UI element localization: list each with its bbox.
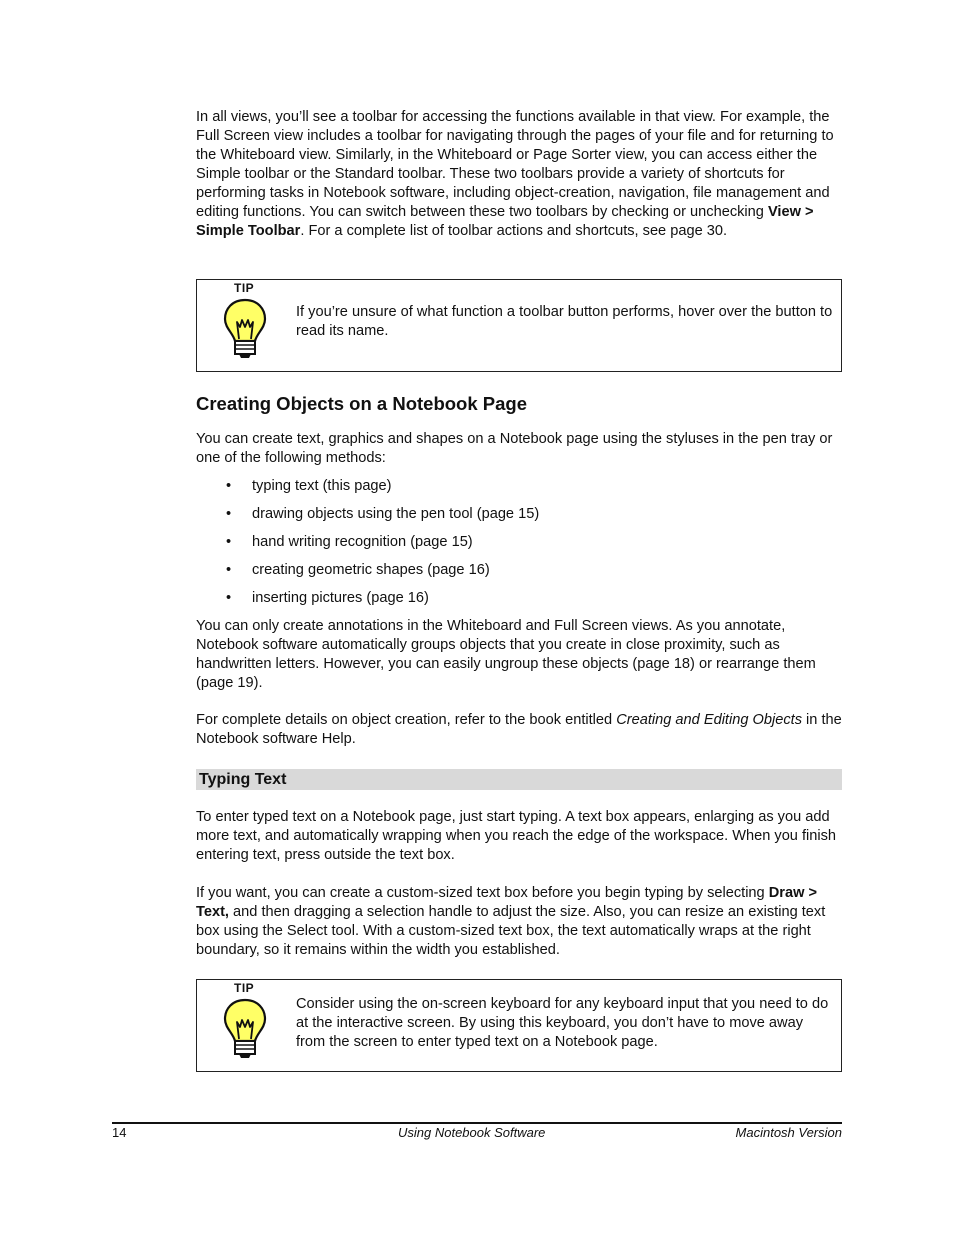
methods-list [226, 477, 539, 617]
tip-label: TIP [234, 981, 255, 995]
list-item: • typing text (this page) [226, 477, 539, 505]
menu-path-view-simple-toolbar: View > Simple Toolbar [196, 204, 814, 239]
lightbulb-icon [223, 998, 267, 1060]
tip-box-1 [196, 279, 842, 372]
lightbulb-icon [223, 298, 267, 360]
annotations-paragraph: You can only create annotations in the Whiteboard and Full Screen views. As you annotate, Notebook software automatically groups objects that you create in close proximity, such as handwritten letters. However, you can easily ungroup these objects (page 18) or rearrange them (page 19). [196, 618, 816, 691]
tip-label: TIP [234, 281, 255, 295]
typing-paragraph-2: If you want, you can create a custom-sized text box before you begin typing by selecting Draw > Text, and then dragging a selection handle to adjust the size. Also, you can resize an existing text box using the Select tool. With a custom-sized text box, the text automatically wraps at the right boundary, so it remains within the width you established. [196, 885, 826, 958]
typing-paragraph-1: To enter typed text on a Notebook page, just start typing. A text box appears, enlarging as you add more text, and automatically wrapping when you reach the edge of the workspace. When you finish entering text, press outside the text box. [196, 809, 837, 863]
page-number: 14 [112, 1125, 127, 1140]
tip-text: Consider using the on-screen keyboard for any keyboard input that you need to do at the interactive screen. By using this keyboard, you don’t have to move away from the screen to enter typed text on a Notebook page. [296, 996, 829, 1050]
list-item: • drawing objects using the pen tool (page 15) [226, 505, 539, 533]
subsection-heading-bar [196, 769, 842, 790]
list-item: • creating geometric shapes (page 16) [226, 561, 539, 589]
section-heading: Creating Objects on a Notebook Page [196, 393, 528, 414]
details-paragraph: For complete details on object creation, refer to the book entitled Creating and Editing Objects in the Notebook software Help. [196, 712, 842, 747]
list-item: • inserting pictures (page 16) [226, 589, 539, 617]
tip-text: If you’re unsure of what function a toolbar button performs, hover over the button to read its name. [296, 304, 833, 339]
menu-path-draw-text: Draw > Text, [196, 885, 817, 920]
book-title: Creating and Editing Objects [616, 712, 802, 728]
footer-version: Macintosh Version [735, 1125, 842, 1140]
footer-title: Using Notebook Software [398, 1125, 546, 1140]
footer-rule [112, 1122, 842, 1124]
tip-box-2 [196, 979, 842, 1072]
section-intro-paragraph: You can create text, graphics and shapes on a Notebook page using the styluses in the pen tray or one of the following methods: [196, 431, 833, 466]
subsection-heading: Typing Text [199, 771, 287, 788]
intro-paragraph: In all views, you’ll see a toolbar for accessing the functions available in that view. For example, the Full Screen view includes a toolbar for navigating through the pages of your file and for returning to the Whiteboard view. Similarly, in the Whiteboard or Page Sorter view, you can access either the Simple toolbar or the Standard toolbar. These two toolbars provide a variety of shortcuts for performing tasks in Notebook software, including object-creation, navigation, file management and editing functions. You can switch between these two toolbars by checking or unchecking View > Simple Toolbar. For a complete list of toolbar actions and shortcuts, see page 30. [196, 109, 834, 239]
list-item: • hand writing recognition (page 15) [226, 533, 539, 561]
